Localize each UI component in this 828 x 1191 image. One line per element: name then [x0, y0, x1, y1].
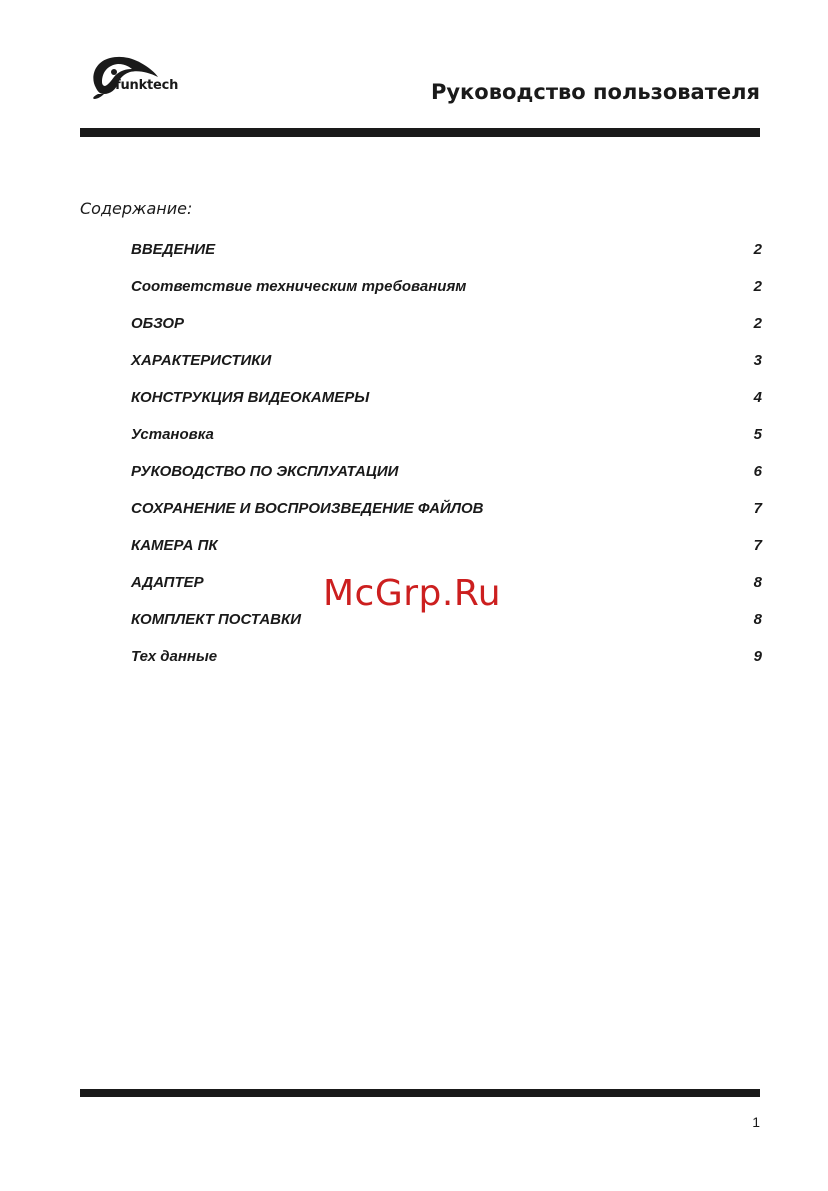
toc-entry-label: РУКОВОДСТВО ПО ЭКСПЛУАТАЦИИ: [131, 463, 399, 480]
toc-entry[interactable]: [131, 463, 762, 500]
toc-entry-label: ВВЕДЕНИЕ: [131, 241, 216, 258]
toc-entry-label: ОБЗОР: [131, 315, 185, 332]
toc-entry-label: Тех данные: [131, 648, 218, 665]
toc-entry-page: 2: [753, 278, 762, 295]
page-number: 1: [752, 1114, 760, 1130]
watermark: McGrp.Ru: [323, 573, 502, 614]
toc-entry-label: Соответствие техническим требованиям: [131, 278, 467, 295]
toc-entry-label: КОНСТРУКЦИЯ ВИДЕОКАМЕРЫ: [131, 389, 370, 406]
toc-entry-label: КАМЕРА ПК: [131, 537, 218, 554]
toc-entry[interactable]: [131, 648, 762, 685]
funktech-logo: [88, 50, 198, 100]
toc-entry[interactable]: [131, 500, 762, 537]
toc-entry[interactable]: [131, 426, 762, 463]
toc-entry-page: 2: [753, 241, 762, 258]
toc-entry-page: 9: [753, 648, 762, 665]
toc-entry[interactable]: [131, 278, 762, 315]
footer-rule: [80, 1089, 760, 1097]
logo-wordmark: funktech: [115, 78, 179, 93]
toc-entry-page: 7: [753, 537, 762, 554]
toc-entry[interactable]: [131, 241, 762, 278]
toc-entry-page: 4: [753, 389, 762, 406]
toc-entry[interactable]: [131, 315, 762, 352]
table-of-contents: [131, 241, 762, 685]
toc-entry-page: 8: [753, 574, 762, 591]
toc-entry-page: 2: [753, 315, 762, 332]
toc-entry-label: АДАПТЕР: [131, 574, 204, 591]
toc-entry-label: СОХРАНЕНИЕ И ВОСПРОИЗВЕДЕНИЕ ФАЙЛОВ: [131, 500, 484, 517]
toc-entry-label: КОМПЛЕКТ ПОСТАВКИ: [131, 611, 302, 628]
toc-entry[interactable]: [131, 389, 762, 426]
header-rule: [80, 128, 760, 137]
toc-entry-page: 8: [753, 611, 762, 628]
toc-entry[interactable]: [131, 537, 762, 574]
toc-entry-label: Установка: [131, 426, 214, 443]
toc-entry-label: ХАРАКТЕРИСТИКИ: [131, 352, 272, 369]
toc-entry[interactable]: [131, 352, 762, 389]
toc-entry-page: 7: [753, 500, 762, 517]
toc-entry-page: 5: [753, 426, 762, 443]
toc-entry-page: 6: [753, 463, 762, 480]
toc-entry-page: 3: [753, 352, 762, 369]
toc-entry[interactable]: [131, 611, 762, 648]
toc-heading: Содержание:: [80, 199, 193, 218]
document-title: Руководство пользователя: [430, 80, 760, 104]
